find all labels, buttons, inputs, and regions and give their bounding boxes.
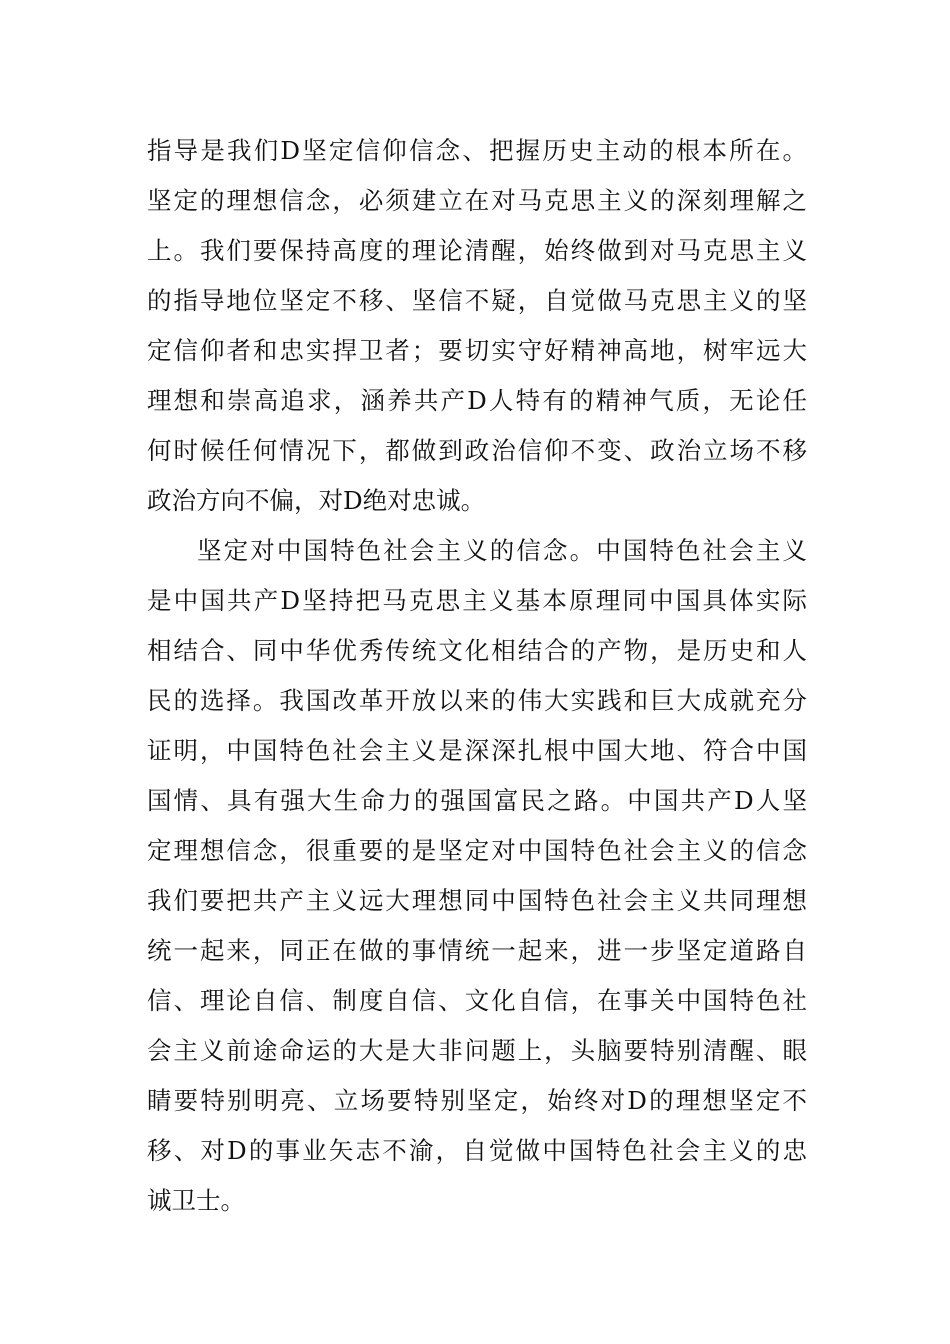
text-line: 国情、具有强大生命力的强国富民之路。中国共产D人坚 (147, 786, 807, 815)
text-line: 睛要特别明亮、立场要特别坚定，始终对D的理想坚定不 (147, 1086, 807, 1115)
text-line: 移、对D的事业矢志不渝，自觉做中国特色社会主义的忠 (147, 1136, 807, 1165)
text-line: 民的选择。我国改革开放以来的伟大实践和巨大成就充分 (147, 686, 807, 715)
text-line: 我们要把共产主义远大理想同中国特色社会主义共同理想 (147, 886, 807, 915)
text-line: 的指导地位坚定不移、坚信不疑，自觉做马克思主义的坚 (147, 286, 807, 315)
text-line: 证明，中国特色社会主义是深深扎根中国大地、符合中国 (147, 736, 807, 765)
text-line: 信、理论自信、制度自信、文化自信，在事关中国特色社 (147, 986, 807, 1015)
text-line: 是中国共产D坚持把马克思主义基本原理同中国具体实际 (147, 586, 807, 615)
text-line: 政治方向不偏，对D绝对忠诚。 (147, 486, 486, 515)
text-line: 诚卫士。 (147, 1186, 245, 1215)
text-line: 指导是我们D坚定信仰信念、把握历史主动的根本所在。 (147, 136, 807, 165)
text-line: 坚定对中国特色社会主义的信念。中国特色社会主义 (197, 536, 807, 565)
text-line: 统一起来，同正在做的事情统一起来，进一步坚定道路自 (147, 936, 807, 965)
text-line: 理想和崇高追求，涵养共产D人特有的精神气质，无论任 (147, 386, 807, 415)
text-line: 相结合、同中华优秀传统文化相结合的产物，是历史和人 (147, 636, 807, 665)
paragraph-1 (147, 126, 807, 526)
text-line: 何时候任何情况下，都做到政治信仰不变、政治立场不移 (147, 436, 807, 465)
text-line: 坚定的理想信念，必须建立在对马克思主义的深刻理解之 (147, 186, 807, 215)
text-line: 定信仰者和忠实捍卫者；要切实守好精神高地，树牢远大 (147, 336, 807, 365)
text-line: 会主义前途命运的大是大非问题上，头脑要特别清醒、眼 (147, 1036, 807, 1065)
paragraph-2 (147, 526, 807, 1226)
text-line: 定理想信念，很重要的是坚定对中国特色社会主义的信念 (147, 836, 807, 865)
text-line: 上。我们要保持高度的理论清醒，始终做到对马克思主义 (147, 236, 807, 265)
